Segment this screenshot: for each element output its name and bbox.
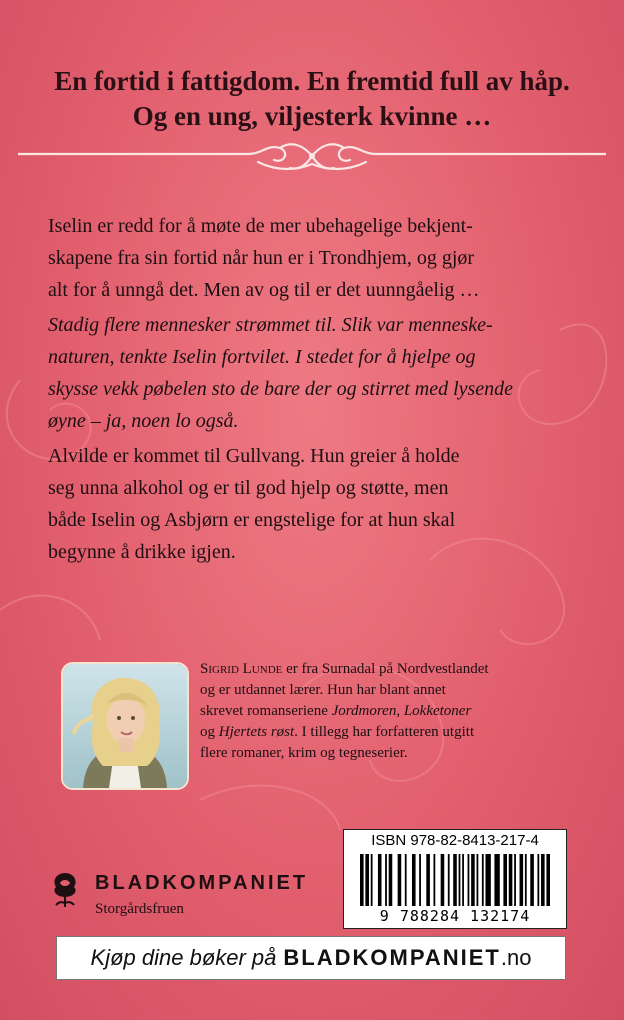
rose-logo-icon (48, 869, 82, 909)
description-paragraph-1: Iselin er redd for å møte de mer ubehagelige bekjent- skapene fra sin fortid når hun er i Trondhjem, og gjør alt for å unngå det. Men av og til er det uunngåelig … (48, 215, 480, 301)
author-portrait (61, 662, 189, 790)
barcode-bar (509, 854, 513, 906)
barcode-bar (405, 854, 407, 906)
tagline-line-1: En fortid i fattigdom. En fremtid full av håp. (54, 66, 570, 96)
isbn-digits: 9 788284 132174 (379, 907, 531, 925)
ornamental-divider (18, 140, 606, 176)
barcode-bar (530, 854, 534, 906)
buy-banner-suffix: .no (500, 945, 532, 970)
buy-banner-brand: BLADKOMPANIET (283, 945, 501, 970)
barcode-bar (365, 854, 369, 906)
barcode-bar (385, 854, 387, 906)
barcode-bar (426, 854, 430, 906)
barcode-bar (459, 854, 461, 906)
barcode-bar (453, 854, 457, 906)
barcode-bar (503, 854, 507, 906)
barcode-bar (378, 854, 382, 906)
barcode-bar (477, 854, 479, 906)
barcode-bar (482, 854, 484, 906)
excerpt-paragraph: Stadig flere mennesker strømmet til. Slik var menneske- naturen, tenkte Iselin fortvilet. I stedet for å hjelpe og skysse vekk pøbelen sto de bare der og stirret med lysende øyne – ja, noen lo også. (48, 314, 514, 432)
series-name: Storgårdsfruen (95, 901, 184, 917)
barcode-bar (468, 854, 470, 906)
barcode-bar (541, 854, 545, 906)
barcode-bar (441, 854, 445, 906)
series-title-hjertets-rost: Hjertets røst (218, 724, 295, 740)
barcode-bar (419, 854, 421, 906)
publisher-logo (48, 869, 348, 929)
barcode-bar (546, 854, 550, 906)
barcode-bar (494, 854, 499, 906)
barcode-bar (360, 854, 364, 906)
barcode-bar (471, 854, 475, 906)
barcode-bar (485, 854, 490, 906)
buy-books-banner (56, 936, 566, 980)
barcode-bar (412, 854, 416, 906)
barcode-bar (371, 854, 373, 906)
publisher-name: BLADKOMPANIET (95, 872, 309, 894)
author-bio: Sigrid Lunde er fra Surnadal på Nordvestlandet og er utdannet lærer. Hun har blant annet skrevet romanserienе Jordmoren, Lokketoner og Hjertets røst. I tillegg har forfatteren utgitt flere romaner, krim og tegneserier. (200, 661, 489, 761)
series-title-jordmoren: Jordmoren (331, 703, 397, 719)
barcode-bar (525, 854, 527, 906)
isbn-barcode (343, 829, 567, 929)
barcode-bar (398, 854, 402, 906)
tagline-line-2: Og en ung, viljesterk kvinne … (132, 101, 492, 131)
tagline (0, 64, 624, 134)
barcode-bar (520, 854, 524, 906)
barcode-bar (537, 854, 539, 906)
series-title-lokketoner: Lokketoner (403, 703, 472, 719)
barcode-bar (433, 854, 435, 906)
description-paragraph-3: Alvilde er kommet til Gullvang. Hun greier å holde seg unna alkohol og er til god hjelp og støtte, men både Iselin og Asbjørn er engstelige for at hun skal begynne å drikke igjen. (48, 445, 460, 563)
buy-banner-prefix: Kjøp dine bøker på (90, 945, 277, 970)
author-name: Sigrid Lunde (200, 661, 283, 677)
barcode-bar (462, 854, 464, 906)
barcode-bar (389, 854, 393, 906)
barcode-bar (514, 854, 516, 906)
barcode-bars (360, 854, 550, 906)
barcode-bar (448, 854, 450, 906)
isbn-label: ISBN 978-82-8413-217-4 (371, 832, 539, 849)
